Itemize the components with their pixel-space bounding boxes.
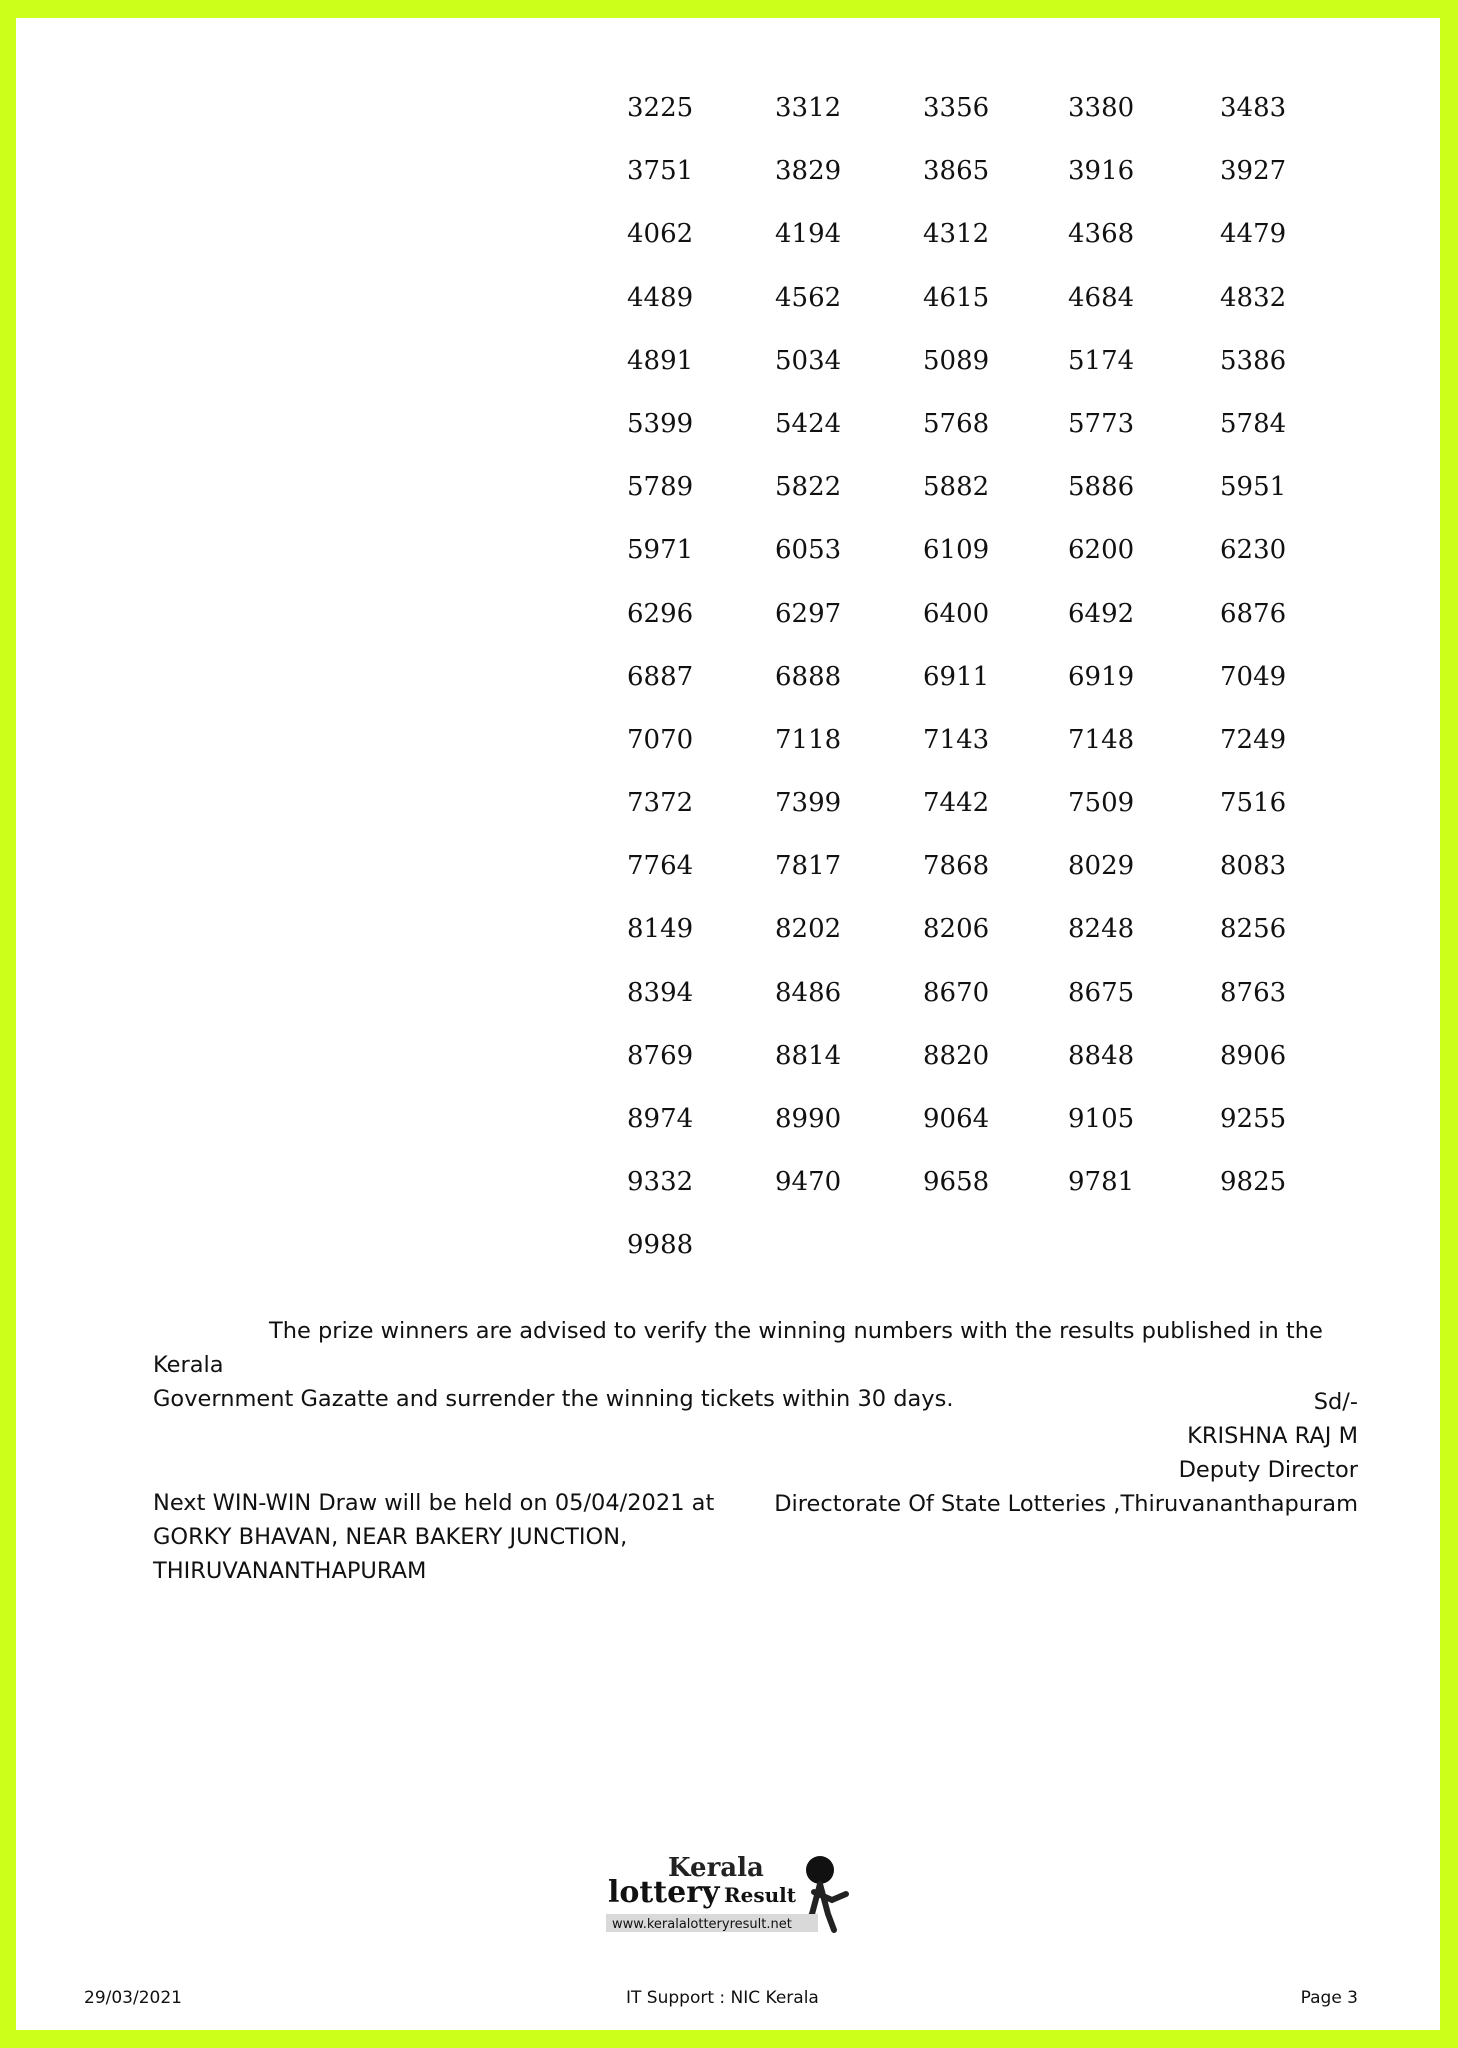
- winning-number: 3829: [775, 156, 842, 187]
- winning-number: 9988: [627, 1230, 694, 1261]
- winning-number: 8394: [627, 977, 694, 1008]
- winning-number: 7118: [775, 724, 842, 755]
- winning-number: 3751: [627, 156, 694, 187]
- winning-number: 8670: [923, 977, 990, 1008]
- winning-number: 4368: [1068, 219, 1135, 250]
- winning-number: 3380: [1068, 93, 1135, 123]
- winning-number: 9332: [627, 1167, 694, 1198]
- winning-number: 7442: [923, 788, 990, 819]
- winning-number: 9105: [1068, 1104, 1135, 1134]
- winning-number: 8820: [923, 1040, 990, 1071]
- winning-number: 8486: [775, 977, 842, 1008]
- winning-number: 4194: [775, 219, 842, 250]
- logo-figure-head: [806, 1856, 834, 1884]
- winning-number: 3225: [627, 93, 694, 123]
- winning-number: 5886: [1068, 472, 1135, 503]
- footer-date: 29/03/2021: [84, 1988, 182, 2008]
- winning-number: 6296: [627, 598, 694, 629]
- winning-number: 4062: [627, 219, 694, 250]
- winning-number: 4615: [923, 282, 990, 313]
- winning-number: 5951: [1220, 472, 1287, 503]
- winning-number: 5424: [775, 408, 842, 439]
- winning-number: 8675: [1068, 977, 1135, 1008]
- winning-number: 8083: [1220, 851, 1287, 882]
- winning-number: 3312: [775, 93, 842, 123]
- winning-number: 8990: [775, 1104, 842, 1134]
- signatory-designation: Deputy Director: [1178, 1457, 1358, 1483]
- winning-number: 6109: [923, 535, 990, 566]
- winning-number: 7868: [923, 851, 990, 882]
- winning-number: 5089: [923, 345, 990, 376]
- winning-number: 6888: [775, 661, 842, 692]
- winning-number: 6053: [775, 535, 842, 566]
- winning-number: 9781: [1068, 1167, 1135, 1198]
- next-draw-line-2: GORKY BHAVAN, NEAR BAKERY JUNCTION,: [153, 1524, 628, 1550]
- kerala-lottery-result-logo: [606, 1844, 866, 1940]
- winning-number: 8814: [775, 1040, 842, 1071]
- winning-number: 6911: [923, 661, 990, 692]
- logo-url: www.keralalotteryresult.net: [612, 1917, 792, 1932]
- signature-sd: Sd/-: [1313, 1389, 1358, 1415]
- winning-number: 5789: [627, 472, 694, 503]
- logo-word-result: Result: [724, 1883, 796, 1907]
- winning-number: 8149: [627, 914, 694, 945]
- next-draw-line-1: Next WIN-WIN Draw will be held on 05/04/2021 at: [153, 1490, 715, 1516]
- winning-number: 8029: [1068, 851, 1135, 882]
- winning-number: 5768: [923, 408, 990, 439]
- signature-block: [774, 1385, 1358, 1521]
- winning-number: 8256: [1220, 914, 1287, 945]
- winning-number: 7249: [1220, 724, 1287, 755]
- winning-number: 4684: [1068, 282, 1135, 313]
- winning-number: 4562: [775, 282, 842, 313]
- winning-number: 6492: [1068, 598, 1135, 629]
- winning-number: 3927: [1220, 156, 1287, 187]
- winning-number: 7817: [775, 851, 842, 882]
- notice-line-1: The prize winners are advised to verify the winning numbers with the results published in the Kerala: [153, 1318, 1323, 1378]
- winning-number: 5784: [1220, 408, 1287, 439]
- winning-number: 6400: [923, 598, 990, 629]
- winning-number: 6887: [627, 661, 694, 692]
- winning-number: 3916: [1068, 156, 1135, 187]
- winning-number: 6876: [1220, 598, 1287, 629]
- winning-number: 5386: [1220, 345, 1287, 376]
- winning-number: 7399: [775, 788, 842, 819]
- footer-it-support: IT Support : NIC Kerala: [626, 1988, 819, 2008]
- logo-word-kerala: Kerala: [668, 1853, 764, 1883]
- winning-number: 9825: [1220, 1167, 1287, 1198]
- winning-number: 4891: [627, 345, 694, 376]
- winning-number: 9064: [923, 1104, 990, 1134]
- next-draw-line-3: THIRUVANANTHAPURAM: [153, 1558, 427, 1584]
- winning-number: 5882: [923, 472, 990, 503]
- winning-number: 3356: [923, 93, 990, 123]
- winning-number: 7148: [1068, 724, 1135, 755]
- winning-number: 8206: [923, 914, 990, 945]
- footer-page-number: Page 3: [1300, 1988, 1358, 2008]
- winning-number: 4479: [1220, 219, 1287, 250]
- winning-number: 8763: [1220, 977, 1287, 1008]
- winning-numbers-grid: [627, 72, 1347, 1273]
- winning-number: 6230: [1220, 535, 1287, 566]
- winning-number: 7509: [1068, 788, 1135, 819]
- winning-number: 7049: [1220, 661, 1287, 692]
- winning-number: 5034: [775, 345, 842, 376]
- winning-number: 8202: [775, 914, 842, 945]
- winning-number: 7143: [923, 724, 990, 755]
- winning-number: 5174: [1068, 345, 1135, 376]
- winning-number: 9255: [1220, 1104, 1287, 1134]
- signatory-name: KRISHNA RAJ M: [1187, 1423, 1358, 1449]
- winning-number: 8248: [1068, 914, 1135, 945]
- winning-number: 8769: [627, 1040, 694, 1071]
- logo-word-lottery: lottery: [608, 1875, 720, 1910]
- winning-number: 7764: [627, 851, 694, 882]
- winning-number: 6200: [1068, 535, 1135, 566]
- winning-number: 7372: [627, 788, 694, 819]
- winning-number: 5773: [1068, 408, 1135, 439]
- winning-number: 4832: [1220, 282, 1287, 313]
- winning-number: 7516: [1220, 788, 1287, 819]
- winning-number: 8974: [627, 1104, 694, 1134]
- winning-number: 4489: [627, 282, 694, 313]
- winning-number: 3483: [1220, 93, 1287, 123]
- winning-number: 5971: [627, 535, 694, 566]
- signatory-office: Directorate Of State Lotteries ,Thiruvananthapuram: [774, 1491, 1358, 1517]
- next-draw-info: [153, 1486, 714, 1588]
- winning-number: 8906: [1220, 1040, 1287, 1071]
- notice-line-2: Government Gazatte and surrender the winning tickets within 30 days.: [153, 1386, 954, 1412]
- result-page: [16, 18, 1440, 2030]
- winning-number: 9470: [775, 1167, 842, 1198]
- winning-number: 5822: [775, 472, 842, 503]
- winning-number: 5399: [627, 408, 694, 439]
- winning-number: 6919: [1068, 661, 1135, 692]
- winning-number: 9658: [923, 1167, 990, 1198]
- winning-number: 8848: [1068, 1040, 1135, 1071]
- winning-number: 6297: [775, 598, 842, 629]
- winning-number: 7070: [627, 724, 694, 755]
- winning-number: 3865: [923, 156, 990, 187]
- winning-number: 4312: [923, 219, 990, 250]
